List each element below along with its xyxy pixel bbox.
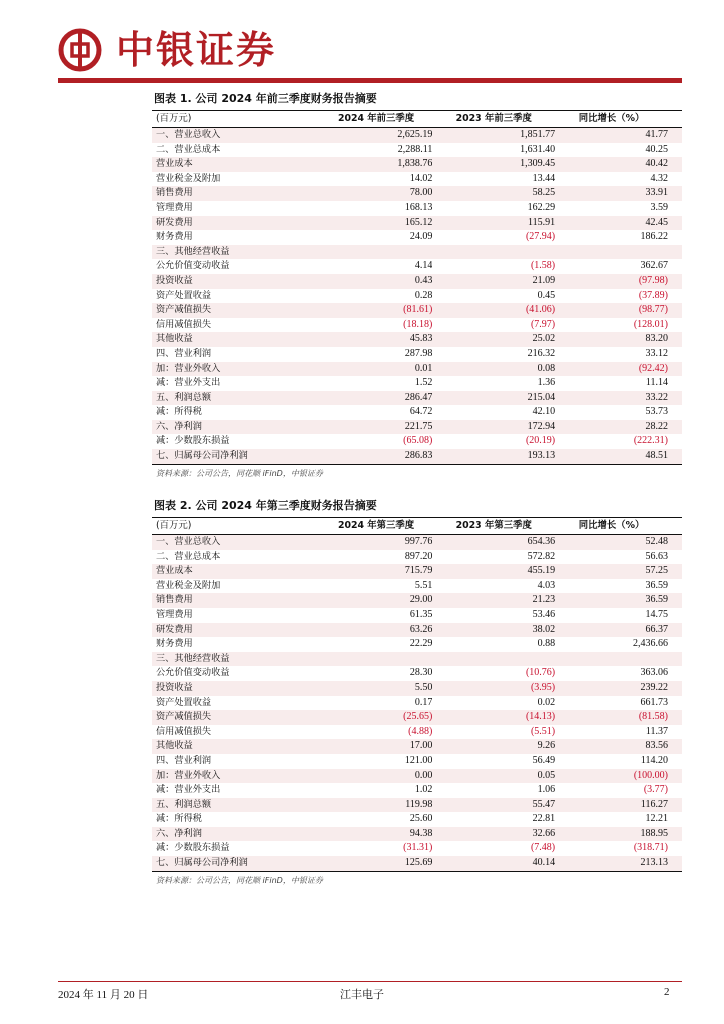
cell-value: 114.20	[640, 754, 668, 766]
cell-value: 5.51	[414, 579, 433, 591]
cell-value: 28.22	[555, 420, 682, 435]
cell-value: 1.36	[537, 377, 556, 389]
cell-value: 0.28	[414, 289, 433, 301]
cell-value: 25.02	[432, 332, 555, 347]
row-label: 减：少数股东损益	[156, 435, 230, 447]
cell-value: 572.82	[527, 550, 556, 562]
cell-value: 4.32	[650, 172, 668, 184]
cell-value: 56.49	[532, 754, 556, 766]
cell-value: 897.20	[404, 550, 433, 562]
cell-value: 63.26	[320, 623, 433, 638]
table-row	[152, 332, 682, 347]
cell-value: 48.51	[555, 449, 682, 464]
cell-value: 286.83	[320, 449, 433, 464]
row-label: 研发费用	[152, 623, 320, 638]
table-row	[152, 812, 682, 827]
cell-value: 24.09	[409, 231, 433, 243]
row-label: 财务费用	[156, 638, 193, 650]
cell-value: 41.77	[555, 128, 682, 143]
cell-value: 66.37	[555, 623, 682, 638]
row-label: 六、净利润	[152, 827, 320, 842]
row-label: 销售费用	[152, 186, 320, 201]
row-label: 二、营业总成本	[156, 143, 221, 155]
cell-value: 168.13	[404, 201, 433, 213]
table-2-title: 图表 2. 公司 2024 年第三季度财务报告摘要	[152, 496, 682, 518]
cell-value: 1,631.40	[520, 143, 556, 155]
cell-value: 9.26	[432, 739, 555, 754]
column-header: 2023 年第三季度	[432, 518, 555, 535]
cell-value: 186.22	[640, 231, 668, 243]
row-label: 五、利润总额	[152, 798, 320, 813]
cell-value: 162.29	[527, 201, 556, 213]
table-header-row	[152, 111, 682, 128]
cell-value: 165.12	[320, 216, 433, 231]
cell-value: 362.67	[640, 260, 668, 272]
cell-value: 4.03	[537, 579, 556, 591]
table-1-title: 图表 1. 公司 2024 年前三季度财务报告摘要	[152, 89, 682, 111]
cell-value: 1.52	[414, 377, 433, 389]
cell-value: 33.91	[555, 186, 682, 201]
cell-value: 12.21	[645, 813, 668, 825]
cell-value: (37.89)	[638, 289, 668, 301]
row-label: 管理费用	[156, 608, 193, 620]
row-label: 公允价值变动收益	[156, 260, 230, 272]
row-label: 七、归属母公司净利润	[152, 856, 320, 871]
cell-value: 42.10	[532, 406, 556, 418]
cell-value: (10.76)	[525, 667, 556, 679]
cell-value: (318.71)	[633, 842, 668, 854]
table-2-source: 资料来源：公司公告，同花顺 iFinD，中银证券	[156, 875, 323, 885]
row-label: 二、营业总成本	[156, 550, 221, 562]
cell-value	[320, 652, 433, 667]
cell-value: 5.50	[320, 681, 433, 696]
cell-value: (25.65)	[320, 710, 433, 725]
cell-value: 33.22	[555, 391, 682, 406]
cell-value: (3.95)	[432, 681, 555, 696]
cell-value: 29.00	[320, 593, 433, 608]
row-label: 一、营业总收入	[152, 535, 320, 550]
cell-value: 40.42	[555, 157, 682, 172]
row-label: 加：营业外收入	[152, 362, 320, 377]
cell-value: 0.01	[320, 362, 433, 377]
row-label: 减：少数股东损益	[156, 842, 230, 854]
row-label: 营业税金及附加	[156, 579, 221, 591]
table-row	[152, 637, 682, 652]
row-label: 减：营业外支出	[156, 377, 221, 389]
table-row	[152, 564, 682, 579]
cell-value: (81.58)	[555, 710, 682, 725]
cell-value: (65.08)	[403, 435, 433, 447]
cell-value: 40.14	[432, 856, 555, 871]
cell-value: (222.31)	[633, 435, 668, 447]
cell-value	[432, 652, 555, 667]
cell-value: (97.98)	[555, 274, 682, 289]
cell-value: 78.00	[320, 186, 433, 201]
cell-value: 22.29	[409, 638, 433, 650]
cell-value: (128.01)	[633, 318, 668, 330]
cell-value: 715.79	[320, 564, 433, 579]
cell-value: 0.00	[320, 769, 433, 784]
table-1-block	[152, 89, 682, 479]
column-header: 2024 年第三季度	[320, 518, 433, 535]
footer-date: 2024 年 11 月 20 日	[58, 989, 149, 1001]
table-1-source: 资料来源：公司公告，同花顺 iFinD，中银证券	[156, 468, 323, 478]
row-label: 资产减值损失	[152, 710, 320, 725]
cell-value: 14.02	[409, 172, 433, 184]
cell-value: 28.30	[409, 667, 433, 679]
column-header: 同比增长（%）	[555, 518, 682, 535]
table-row	[152, 666, 682, 681]
table-row	[152, 157, 682, 172]
cell-value: 0.43	[320, 274, 433, 289]
cell-value: 1,851.77	[432, 128, 555, 143]
row-label: 一、营业总收入	[152, 128, 320, 143]
cell-value: 125.69	[320, 856, 433, 871]
cell-value: 64.72	[409, 406, 433, 418]
row-label: 信用减值损失	[156, 725, 212, 737]
footer-company: 江丰电子	[340, 988, 384, 1001]
table-row	[152, 245, 682, 260]
cell-value: 215.04	[432, 391, 555, 406]
table-row	[152, 710, 682, 725]
cell-value: 455.19	[432, 564, 555, 579]
table-row	[152, 681, 682, 696]
table-row	[152, 216, 682, 231]
table-row	[152, 420, 682, 435]
cell-value: 25.60	[409, 813, 433, 825]
cell-value: 52.48	[555, 535, 682, 550]
cell-value: 0.17	[414, 696, 433, 708]
cell-value: 216.32	[527, 347, 556, 359]
cell-value: 94.38	[320, 827, 433, 842]
cell-value: 239.22	[555, 681, 682, 696]
table-row	[152, 201, 682, 216]
row-label: 减：所得税	[156, 813, 202, 825]
cell-value: 1,309.45	[432, 157, 555, 172]
row-label: 营业成本	[152, 157, 320, 172]
cell-value: (41.06)	[432, 303, 555, 318]
row-label: 营业税金及附加	[156, 172, 221, 184]
cell-value: 55.47	[432, 798, 555, 813]
cell-value: 0.02	[537, 696, 556, 708]
cell-value: 32.66	[432, 827, 555, 842]
cell-value: 4.14	[414, 260, 433, 272]
cell-value: (92.42)	[555, 362, 682, 377]
cell-value: 0.05	[432, 769, 555, 784]
cell-value: (18.18)	[403, 318, 433, 330]
page-header	[0, 0, 724, 86]
column-header: 2023 年前三季度	[432, 111, 555, 128]
cell-value: (7.97)	[530, 318, 556, 330]
table-row	[152, 739, 682, 754]
table-row	[152, 754, 682, 769]
table-row	[152, 652, 682, 667]
row-label: 四、营业利润	[156, 347, 212, 359]
table-row	[152, 274, 682, 289]
cell-value: (7.48)	[530, 842, 556, 854]
table-row	[152, 696, 682, 711]
row-label: 投资收益	[152, 274, 320, 289]
row-label: 其他收益	[152, 332, 320, 347]
cell-value: 0.88	[537, 638, 556, 650]
cell-value: (1.58)	[530, 260, 556, 272]
table-2-block	[152, 496, 682, 886]
table-row	[152, 259, 682, 274]
cell-value: 2,436.66	[633, 638, 668, 650]
cell-value	[555, 652, 682, 667]
cell-value: (27.94)	[525, 231, 556, 243]
row-label: 财务费用	[156, 231, 193, 243]
table-row	[152, 303, 682, 318]
row-label: 七、归属母公司净利润	[152, 449, 320, 464]
cell-value: 33.12	[645, 347, 668, 359]
table-row	[152, 362, 682, 377]
row-label: 减：营业外支出	[156, 784, 221, 796]
cell-value: 1.06	[537, 784, 556, 796]
bank-of-china-logo-icon	[58, 28, 102, 72]
cell-value: 42.45	[555, 216, 682, 231]
cell-value: 0.45	[537, 289, 556, 301]
table-row	[152, 769, 682, 784]
cell-value: 115.91	[432, 216, 555, 231]
cell-value: 53.73	[645, 406, 668, 418]
cell-value: (100.00)	[555, 769, 682, 784]
cell-value: 172.94	[432, 420, 555, 435]
table-row	[152, 347, 682, 362]
cell-value: 287.98	[404, 347, 433, 359]
cell-value	[432, 245, 555, 260]
table-row	[152, 449, 682, 464]
cell-value: (98.77)	[555, 303, 682, 318]
row-label: 资产处置收益	[156, 696, 212, 708]
table-row	[152, 856, 682, 871]
table-row	[152, 289, 682, 304]
table-row	[152, 608, 682, 623]
cell-value: 3.59	[650, 201, 668, 213]
header-rule	[58, 78, 682, 83]
cell-value: 193.13	[432, 449, 555, 464]
cell-value: (31.31)	[403, 842, 433, 854]
row-label: 信用减值损失	[156, 318, 212, 330]
cell-value: 21.09	[432, 274, 555, 289]
table-row	[152, 376, 682, 391]
cell-value: (81.61)	[320, 303, 433, 318]
page-number: 2	[664, 986, 670, 998]
table-row	[152, 783, 682, 798]
cell-value: 121.00	[404, 754, 433, 766]
cell-value: 2,288.11	[397, 143, 433, 155]
table-row	[152, 434, 682, 449]
cell-value: 661.73	[640, 696, 668, 708]
cell-value: 2,625.19	[320, 128, 433, 143]
cell-value: 213.13	[555, 856, 682, 871]
column-header: 2024 年前三季度	[320, 111, 433, 128]
table-row	[152, 128, 682, 143]
footer-rule	[58, 981, 682, 982]
table-row	[152, 318, 682, 333]
cell-value: (20.19)	[525, 435, 556, 447]
row-label: 五、利润总额	[152, 391, 320, 406]
table-row	[152, 579, 682, 594]
cell-value: 38.02	[432, 623, 555, 638]
row-label: 资产减值损失	[152, 303, 320, 318]
cell-value: 57.25	[555, 564, 682, 579]
row-label: 公允价值变动收益	[156, 667, 230, 679]
cell-value: 1.02	[414, 784, 433, 796]
cell-value: 363.06	[640, 667, 668, 679]
cell-value: 17.00	[320, 739, 433, 754]
cell-value: 36.59	[645, 579, 668, 591]
row-label: 研发费用	[152, 216, 320, 231]
table-row	[152, 725, 682, 740]
row-label: 管理费用	[156, 201, 193, 213]
row-label: 减：所得税	[156, 406, 202, 418]
row-label: 三、其他经营收益	[152, 652, 320, 667]
table-row	[152, 186, 682, 201]
table-2	[152, 518, 682, 872]
cell-value: (4.88)	[408, 725, 433, 737]
row-label: 资产处置收益	[156, 289, 212, 301]
cell-value: 83.56	[555, 739, 682, 754]
cell-value: 11.14	[645, 377, 668, 389]
cell-value: 83.20	[555, 332, 682, 347]
table-row	[152, 827, 682, 842]
cell-value: 116.27	[555, 798, 682, 813]
row-label: 其他收益	[152, 739, 320, 754]
table-row	[152, 798, 682, 813]
cell-value	[555, 245, 682, 260]
cell-value: 61.35	[409, 608, 433, 620]
table-row	[152, 623, 682, 638]
cell-value: 21.23	[432, 593, 555, 608]
cell-value	[320, 245, 433, 260]
row-label: 六、净利润	[152, 420, 320, 435]
row-label: 投资收益	[152, 681, 320, 696]
cell-value: 14.75	[645, 608, 668, 620]
cell-value: 36.59	[555, 593, 682, 608]
table-row	[152, 143, 682, 158]
cell-value: 40.25	[645, 143, 668, 155]
cell-value: 56.63	[645, 550, 668, 562]
cell-value: 0.08	[432, 362, 555, 377]
cell-value: 58.25	[432, 186, 555, 201]
row-label: 加：营业外收入	[152, 769, 320, 784]
cell-value: 654.36	[432, 535, 555, 550]
column-header: (百万元)	[152, 111, 320, 128]
cell-value: 53.46	[532, 608, 556, 620]
table-row	[152, 535, 682, 550]
table-row	[152, 405, 682, 420]
cell-value: (14.13)	[432, 710, 555, 725]
cell-value: 119.98	[320, 798, 433, 813]
column-header: 同比增长（%）	[555, 111, 682, 128]
table-row	[152, 172, 682, 187]
row-label: 四、营业利润	[156, 754, 212, 766]
cell-value: 1,838.76	[320, 157, 433, 172]
cell-value: 188.95	[555, 827, 682, 842]
table-row	[152, 841, 682, 856]
row-label: 营业成本	[152, 564, 320, 579]
cell-value: 22.81	[532, 813, 556, 825]
row-label: 三、其他经营收益	[152, 245, 320, 260]
table-header-row	[152, 518, 682, 535]
column-header: (百万元)	[152, 518, 320, 535]
table-row	[152, 391, 682, 406]
table-row	[152, 230, 682, 245]
brand-name: 中银证券	[116, 28, 277, 72]
cell-value: (3.77)	[643, 784, 668, 796]
cell-value: 997.76	[320, 535, 433, 550]
cell-value: 45.83	[320, 332, 433, 347]
row-label: 销售费用	[152, 593, 320, 608]
cell-value: 221.75	[320, 420, 433, 435]
cell-value: (5.51)	[530, 725, 556, 737]
table-1	[152, 111, 682, 465]
cell-value: 13.44	[532, 172, 556, 184]
table-row	[152, 593, 682, 608]
cell-value: 11.37	[645, 725, 668, 737]
cell-value: 286.47	[320, 391, 433, 406]
table-row	[152, 550, 682, 565]
